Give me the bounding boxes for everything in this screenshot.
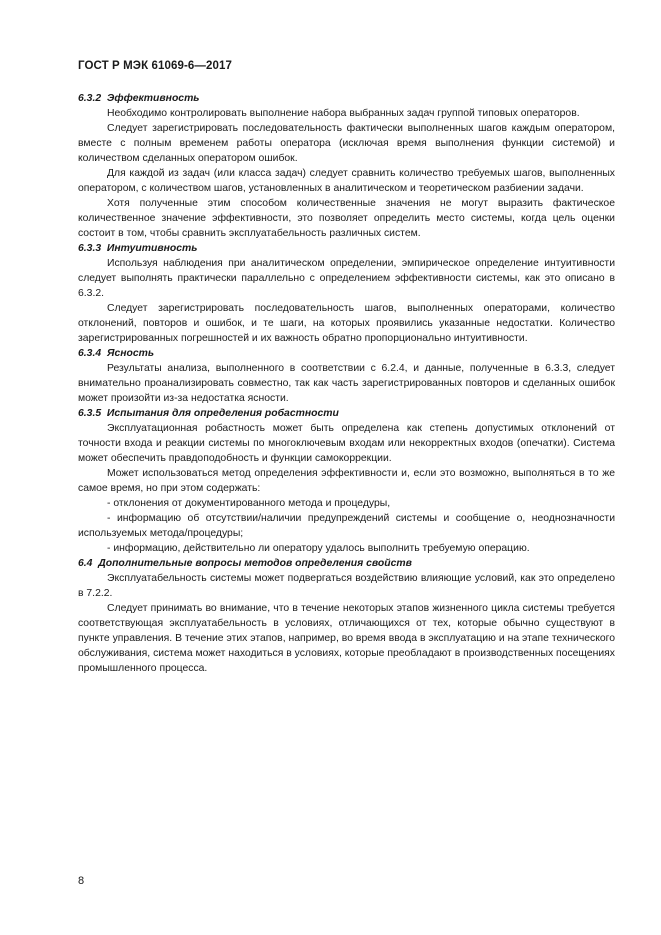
paragraph: Для каждой из задач (или класса задач) следует сравнить количество требуемых шагов, выполненных оператором, с количеством шагов, установленных в аналитическом и теоретическом разбиении задачи. [78, 168, 615, 194]
paragraph: Результаты анализа, выполненного в соответствии с 6.2.4, и данные, полученные в 6.3.3, следует внимательно проанализировать совместно, так как часть зарегистрированных повторов и сделанных ошибок может произойти из-за недостатка ясности. [78, 363, 615, 404]
subsection-title: Эффективность [106, 93, 200, 104]
subsection-number: 6.3.2 [78, 93, 102, 104]
paragraph: Следует принимать во внимание, что в течение некоторых этапов жизненного цикла системы требуется соответствующая эксплуатабельность в условиях, отличающихся от тех, которые обычно существуют в пункте управления. В течение этих этапов, например, во время ввода в эксплуатацию и на этапе технического обслуживания, система может находиться в условиях, которые преобладают в производственных посещениях промышленного процесса. [78, 603, 615, 674]
subsection-number: 6.3.4 [78, 348, 102, 359]
subsection-number: 6.3.5 [78, 408, 102, 419]
list-item: - отклонения от документированного метода и процедуры, [107, 498, 391, 509]
subsection-heading-6-3-5 [78, 406, 615, 421]
paragraph: Может использоваться метод определения эффективности и, если это возможно, выполняться в то же самое время, но при этом содержать: [78, 468, 615, 494]
paragraph: Следует зарегистрировать последовательность фактически выполненных шагов каждым оператором, вместе с полным временем работы оператора (исключая время выполнения функции системой) и количеством сделанных оператором ошибок. [78, 123, 615, 164]
section-title: Дополнительные вопросы методов определения свойств [98, 558, 412, 569]
paragraph: Следует зарегистрировать последовательность шагов, выполненных операторами, количество отклонений, повторов и ошибок, и те шаги, на которых проявились указанные недостатки. Количество зарегистрированных погрешностей и их важность обратно пропорционально интуитивности. [78, 303, 615, 344]
paragraph: Хотя полученные этим способом количественные значения не могут выразить фактическое количественное значение эффективности, это позволяет определить место системы, когда цель оценки состоит в том, чтобы сравнить эксплуатабельность различных систем. [78, 198, 615, 239]
list-item: - информацию, действительно ли оператору удалось выполнить требуемую операцию. [107, 543, 530, 554]
subsection-heading-6-3-4 [78, 346, 615, 361]
section-heading-6-4 [78, 556, 615, 571]
paragraph: Необходимо контролировать выполнение набора выбранных задач группой типовых операторов. [107, 108, 580, 119]
page-number: 8 [78, 875, 85, 887]
document-header: ГОСТ Р МЭК 61069-6—2017 [78, 60, 232, 72]
subsection-title: Интуитивность [106, 243, 198, 254]
page-content [78, 91, 615, 676]
subsection-title: Испытания для определения робастности [106, 408, 339, 419]
subsection-heading-6-3-3 [78, 241, 615, 256]
list-item: - информацию об отсутствии/наличии предупреждений системы и сообщение о, неоднозначности используемых метода/процедуры; [78, 513, 615, 539]
section-number: 6.4 [78, 558, 93, 569]
paragraph: Эксплуатабельность системы может подвергаться воздействию влияющие условий, как это определено в 7.2.2. [78, 573, 615, 599]
paragraph: Эксплуатационная робастность может быть определена как степень допустимых отклонений от точности входа и реакции системы по многоключевым входам или некорректных входов (опечатки). Система может обеспечить правдоподобность и функции самокоррекции. [78, 423, 615, 464]
paragraph: Используя наблюдения при аналитическом определении, эмпирическое определение интуитивности следует выполнять практически параллельно с определением эффективности системы, как это описано в 6.3.2. [78, 258, 615, 299]
subsection-title: Ясность [106, 348, 155, 359]
subsection-number: 6.3.3 [78, 243, 102, 254]
subsection-heading-6-3-2 [78, 91, 615, 106]
